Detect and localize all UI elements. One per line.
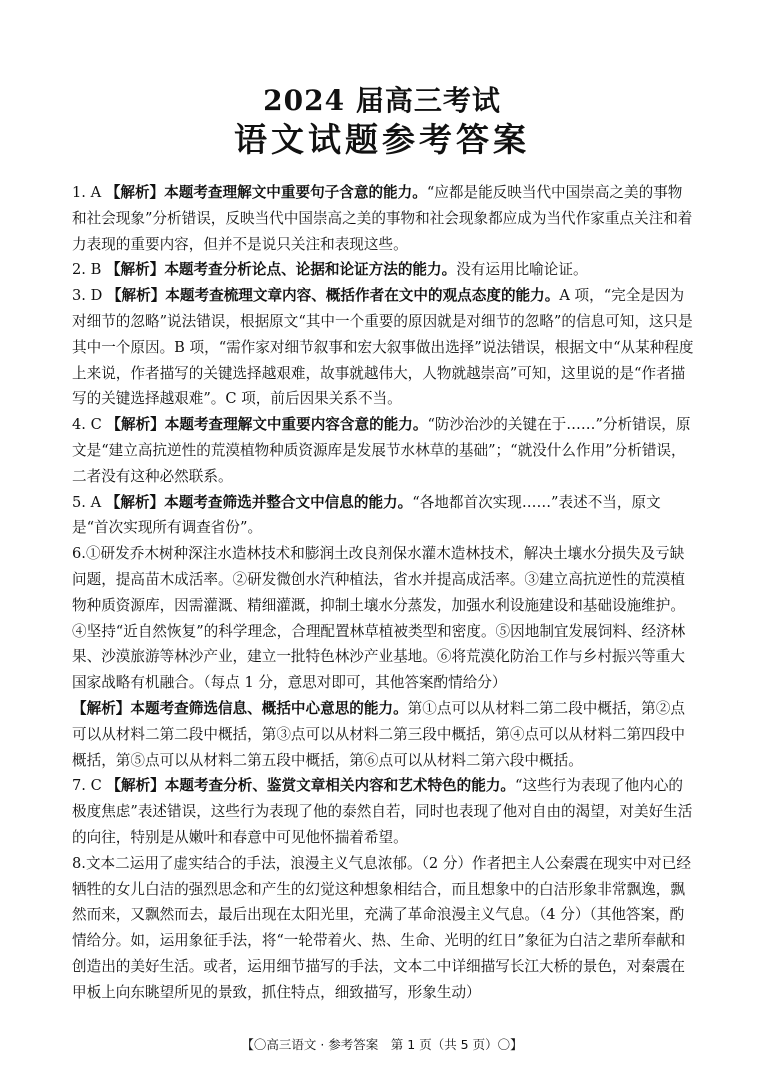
answer-text: 没有运用比喻论证。 (456, 261, 588, 279)
analysis-tag: 【解析】本题考查梳理文章内容、概括作者在文中的观点态度的能力。 (106, 287, 560, 305)
answer-text: A 项，“完全是因为对细节的忽略”说法错误，根据原文“其中一个重要的原因就是对细节的忽略”的信息可知，这只是其中一个原因。B 项，“需作家对细节叙事和宏大叙事做出选择”说法错误，根据文中“从某种程度上来说，作者描写的关键选择越艰难，故事就越伟大，人物就越崇高”可知，这里说的是“作者描写的关键选择越艰难”。C 项，前后因果关系不当。 (72, 287, 694, 408)
analysis-tag: 【解析】本题考查理解文中重要内容含意的能力。 (106, 416, 428, 434)
analysis-tag: 【解析】本题考查筛选信息、概括中心意思的能力。 (72, 699, 408, 717)
answer-text: 文本二运用了虚实结合的手法，浪漫主义气息浓郁。（2 分）作者把主人公秦震在现实中对已经牺牲的女儿白洁的强烈思念和产生的幻觉这种想象相结合，而且想象中的白洁形象非常飘逸，飘然而来，又飘然而去，最后出现在太阳光里，充满了革命浪漫主义气息。（4 分）（其他答案，酌情给分。如，运用象征手法，将“一轮带着火、热、生命、光明的红日”象征为白洁之辈所奉献和创造出的美好生活。或者，运用细节描写的手法，文本二中详细描写长江大桥的景色，对秦震在甲板上向东眺望所见的景致，抓住特点，细致描写，形象生动） (72, 854, 691, 1001)
answer-item-5 (72, 490, 694, 542)
answer-number: 3. D (72, 287, 103, 305)
analysis-tag: 【解析】本题考查分析、鉴赏文章相关内容和艺术特色的能力。 (106, 777, 516, 795)
answer-item-8 (72, 851, 694, 1006)
answer-number: 2. B (72, 261, 102, 279)
document-title-line1: 2024 届高三考试 (263, 84, 501, 117)
answer-text: “各地都首次实现……”表述不当，原文是“首次实现所有调查省份”。 (72, 493, 661, 537)
answer-text: 第①点可以从材料二第二段中概括，第②点可以从材料二第二段中概括，第③点可以从材料二第三段中概括，第④点可以从材料二第四段中概括，第⑤点可以从材料二第五段中概括，第⑥点可以从材料二第六段中概括。 (72, 699, 685, 769)
answer-number: 7. C (72, 777, 102, 795)
answer-number: 4. C (72, 416, 102, 434)
answer-number: 1. A (72, 184, 102, 201)
answer-list (72, 180, 694, 1006)
answer-text: “应都是能反映当代中国崇高之美的事物和社会现象”分析错误，反映当代中国崇高之美的事物和社会现象都应成为当代作家重点关注和着力表现的重要内容，但并不是说只关注和表现这些。 (72, 184, 693, 253)
answer-item-1 (72, 180, 694, 257)
answer-item-6-analysis (72, 696, 694, 773)
answer-text: ①研发乔木树种深注水造林技术和膨润土改良剂保水灌木造林技术，解决土壤水分损失及亏缺问题，提高苗木成活率。②研发微创水汽种植法，省水并提高成活率。③建立高抗逆性的荒漠植物种质资源库，因需灌溉、精细灌溉，抑制土壤水分蒸发，加强水利设施建设和基础设施维护。④坚持“近自然恢复”的科学理念，合理配置林草植被类型和密度。⑤因地制宜发展饲料、经济林果、沙漠旅游等林沙产业，建立一批特色林沙产业基地。⑥将荒漠化防治工作与乡村振兴等重大国家战略有机融合。（每点 1 分，意思对即可，其他答案酌情给分） (72, 545, 686, 692)
answer-item-2 (72, 257, 694, 283)
answer-number: 5. A (72, 493, 102, 511)
answer-text: “防沙治沙的关键在于……”分析错误，原文是“建立高抗逆性的荒漠植物种质资源库是发展节水林草的基础”；“就没什么作用”分析错误，二者没有这种必然联系。 (72, 416, 691, 485)
answer-item-7 (72, 773, 694, 850)
answer-text: “这些行为表现了他内心的极度焦虑”表述错误，这些行为表现了他的泰然自若，同时也表现了他对自由的渴望，对美好生活的向往，特别是从嫩叶和春意中可见他怀揣着希望。 (72, 777, 693, 846)
document-title-line2: 语文试题参考答案 (234, 120, 530, 159)
answer-item-4 (72, 412, 694, 489)
answer-item-6 (72, 541, 694, 696)
analysis-tag: 【解析】本题考查筛选并整合文中信息的能力。 (105, 493, 413, 511)
page-footer: 【〇高三语文 · 参考答案 第 1 页（共 5 页）〇】 (241, 1037, 523, 1052)
answer-number: 8. (72, 854, 86, 872)
answer-item-3 (72, 283, 694, 412)
analysis-tag: 【解析】本题考查理解文中重要句子含意的能力。 (105, 184, 427, 201)
answer-number: 6. (72, 545, 86, 563)
analysis-tag: 【解析】本题考查分析论点、论据和论证方法的能力。 (105, 261, 457, 279)
